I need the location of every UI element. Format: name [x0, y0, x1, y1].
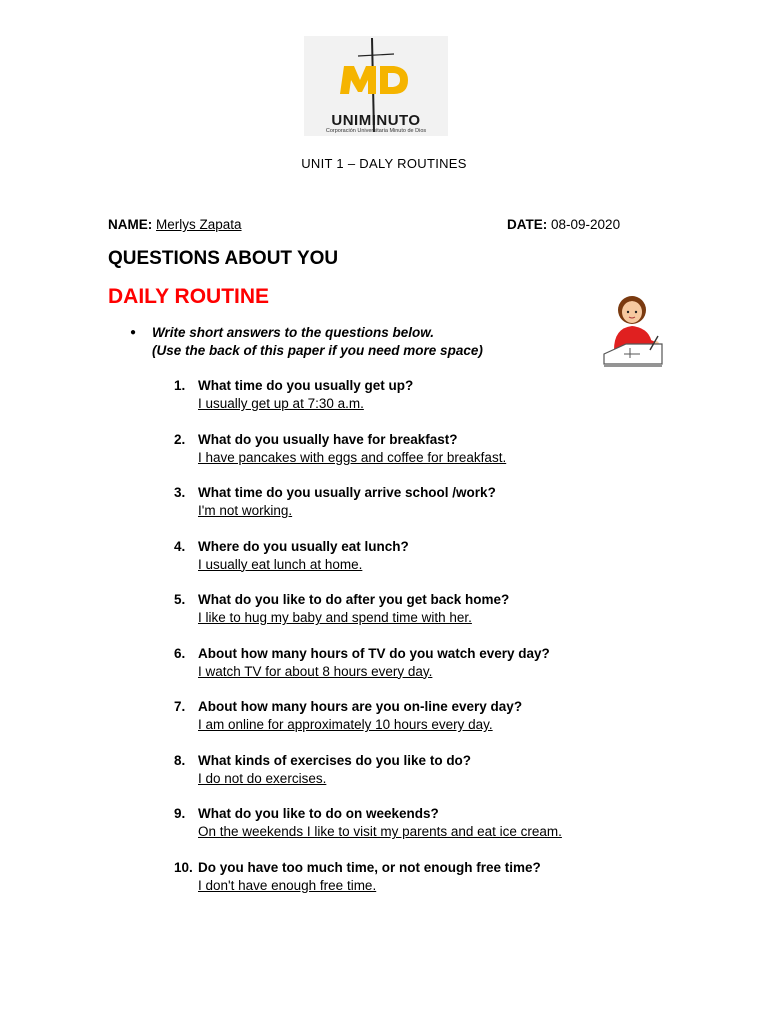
list-item [174, 699, 734, 753]
question-text: What do you like to do on weekends? [198, 806, 439, 821]
question-number: 6. [174, 645, 186, 661]
date-field [507, 217, 620, 232]
question-number: 10. [174, 859, 193, 875]
question-number: 3. [174, 485, 186, 500]
question-text: What kinds of exercises do you like to do? [198, 752, 472, 768]
question-text: Do you have too much time, or not enough free time? [198, 859, 541, 875]
list-item [174, 485, 734, 539]
list-item [174, 753, 734, 807]
question-text: About how many hours are you on-line every day? [198, 699, 523, 714]
question-text: What do you like to do after you get back home? [198, 592, 510, 607]
question-number: 7. [174, 699, 186, 714]
question-text: What time do you usually arrive school /work? [198, 485, 496, 500]
answer-text: I do not do exercises. [198, 770, 327, 786]
question-number: 5. [174, 592, 186, 607]
name-field [108, 217, 242, 232]
question-number: 2. [174, 431, 186, 447]
question-number: 8. [174, 752, 186, 768]
list-item [174, 592, 734, 646]
question-text: Where do you usually eat lunch? [198, 538, 409, 554]
uniminuto-logo [304, 36, 448, 136]
question-number: 9. [174, 806, 186, 821]
list-item [174, 860, 734, 914]
question-list [174, 378, 734, 913]
heading-questions-about-you: QUESTIONS ABOUT YOU [108, 248, 339, 269]
answer-text: I like to hug my baby and spend time with her. [198, 610, 472, 625]
answer-text: I'm not working. [198, 503, 293, 518]
date-label: DATE: [507, 217, 548, 232]
instruction-line-1: Write short answers to the questions below. [152, 325, 435, 340]
logo-name: UNIMINUTO [331, 112, 421, 129]
bullet-icon: ● [130, 327, 137, 338]
question-number: 1. [174, 378, 186, 393]
answer-text: I am online for approximately 10 hours every day. [198, 717, 493, 732]
unit-title: UNIT 1 – DALY ROUTINES [301, 156, 467, 171]
list-item [174, 646, 734, 700]
list-item [174, 539, 734, 593]
girl-writing-illustration [600, 292, 666, 375]
answer-text: I watch TV for about 8 hours every day. [198, 663, 433, 679]
answer-text: On the weekends I like to visit my parents and eat ice cream. [198, 824, 562, 839]
logo-subtitle: Corporación Universitaria Minuto de Dios [325, 128, 427, 134]
list-item [174, 432, 734, 486]
heading-daily-routine: DAILY ROUTINE [108, 285, 270, 308]
answer-text: I usually get up at 7:30 a.m. [198, 396, 364, 411]
answer-text: I usually eat lunch at home. [198, 556, 363, 572]
answer-text: I don't have enough free time. [198, 877, 377, 893]
question-text: What time do you usually get up? [198, 378, 414, 393]
list-item [174, 378, 734, 432]
answer-text: I have pancakes with eggs and coffee for breakfast. [198, 449, 507, 465]
list-item [174, 806, 734, 860]
question-number: 4. [174, 538, 186, 554]
instructions [130, 324, 483, 360]
date-value: 08-09-2020 [551, 217, 621, 232]
question-text: About how many hours of TV do you watch every day? [198, 645, 550, 661]
question-text: What do you usually have for breakfast? [198, 431, 458, 447]
name-label: NAME: [108, 217, 153, 232]
name-value: Merlys Zapata [156, 217, 242, 232]
instruction-line-2: (Use the back of this paper if you need more space) [152, 343, 483, 358]
